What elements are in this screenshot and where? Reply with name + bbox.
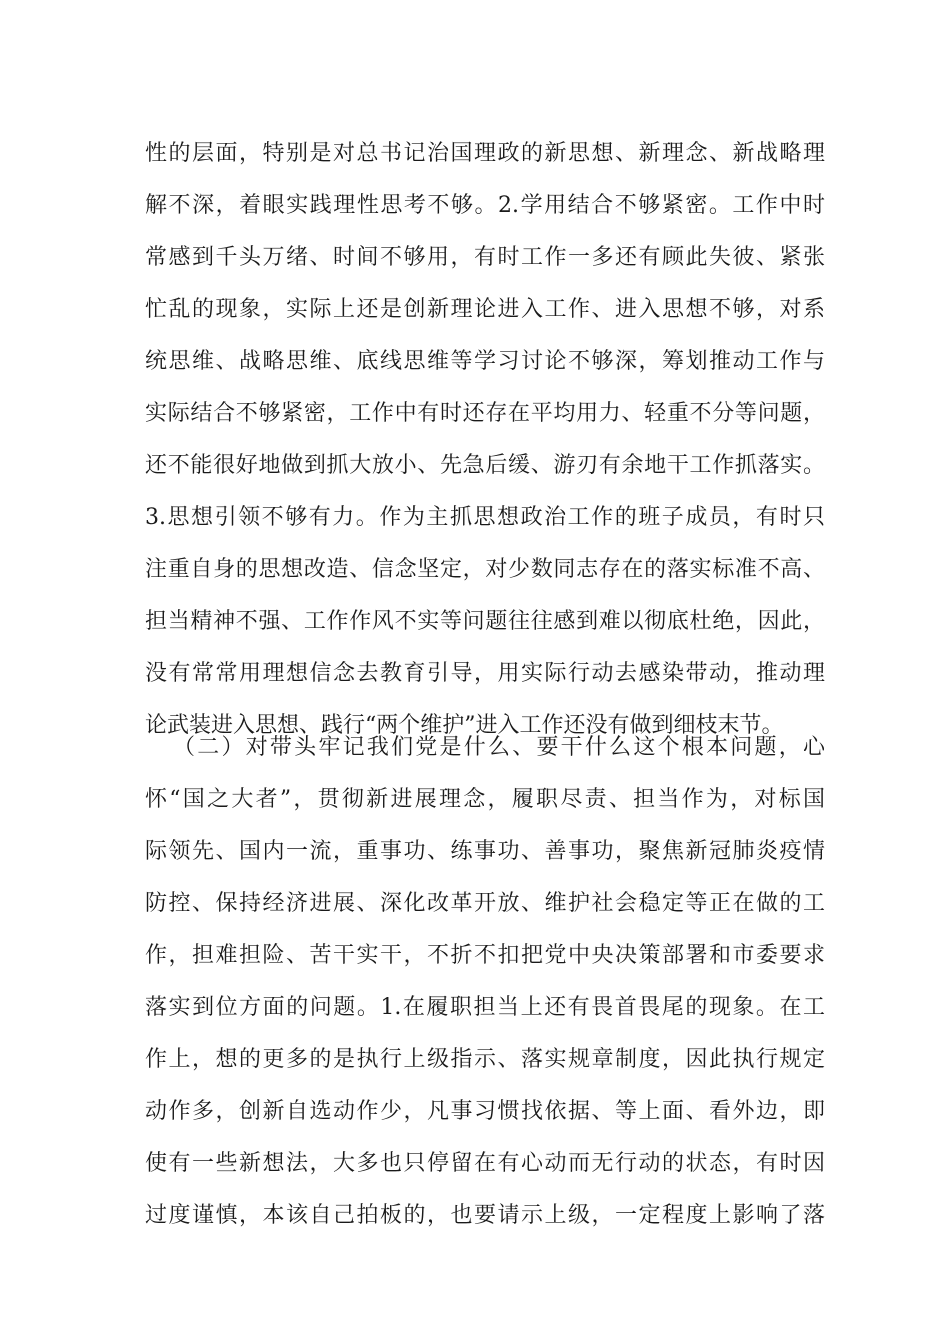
text-line: 作上，想的更多的是执行上级指示、落实规章制度，因此执行规定: [145, 1047, 825, 1072]
body-paragraph-2: [145, 722, 825, 1242]
text-line: 际领先、国内一流，重事功、练事功、善事功，聚焦新冠肺炎疫情: [145, 839, 825, 864]
text-line: 怀“国之大者”，贯彻新进展理念，履职尽责、担当作为，对标国: [145, 787, 825, 812]
text-line: 动作多，创新自选动作少，凡事习惯找依据、等上面、看外边，即: [145, 1099, 825, 1124]
text-line: 落实到位方面的问题。1.在履职担当上还有畏首畏尾的现象。在工: [145, 995, 825, 1020]
text-line: 3.思想引领不够有力。作为主抓思想政治工作的班子成员，有时只: [145, 505, 825, 530]
text-line: 过度谨慎，本该自己拍板的，也要请示上级，一定程度上影响了落: [145, 1203, 825, 1228]
text-line: 解不深，着眼实践理性思考不够。2.学用结合不够紧密。工作中时: [145, 193, 825, 218]
text-line: 常感到千头万绪、时间不够用，有时工作一多还有顾此失彼、紧张: [145, 245, 825, 270]
text-line: 忙乱的现象，实际上还是创新理论进入工作、进入思想不够，对系: [145, 297, 825, 322]
text-line: 没有常常用理想信念去教育引导，用实际行动去感染带动，推动理: [145, 661, 825, 686]
text-line: 还不能很好地做到抓大放小、先急后缓、游刃有余地干工作抓落实。: [145, 453, 825, 478]
text-line: 使有一些新想法，大多也只停留在有心动而无行动的状态，有时因: [145, 1151, 825, 1176]
text-line: 论武装进入思想、践行“两个维护”进入工作还没有做到细枝末节。: [145, 713, 784, 738]
text-line: 防控、保持经济进展、深化改革开放、维护社会稳定等正在做的工: [145, 891, 825, 916]
text-line: 作，担难担险、苦干实干，不折不扣把党中央决策部署和市委要求: [145, 943, 825, 968]
text-line: 注重自身的思想改造、信念坚定，对少数同志存在的落实标准不高、: [145, 557, 825, 582]
body-paragraph-1: [145, 128, 825, 752]
text-line: 统思维、战略思维、底线思维等学习讨论不够深，筹划推动工作与: [145, 349, 825, 374]
text-line: 担当精神不强、工作作风不实等问题往往感到难以彻底杜绝，因此，: [145, 609, 825, 634]
text-line: 实际结合不够紧密，工作中有时还存在平均用力、轻重不分等问题，: [145, 401, 825, 426]
text-line: 性的层面，特别是对总书记治国理政的新思想、新理念、新战略理: [145, 141, 825, 166]
text-line: （二）对带头牢记我们党是什么、要干什么这个根本问题，心: [173, 735, 825, 760]
